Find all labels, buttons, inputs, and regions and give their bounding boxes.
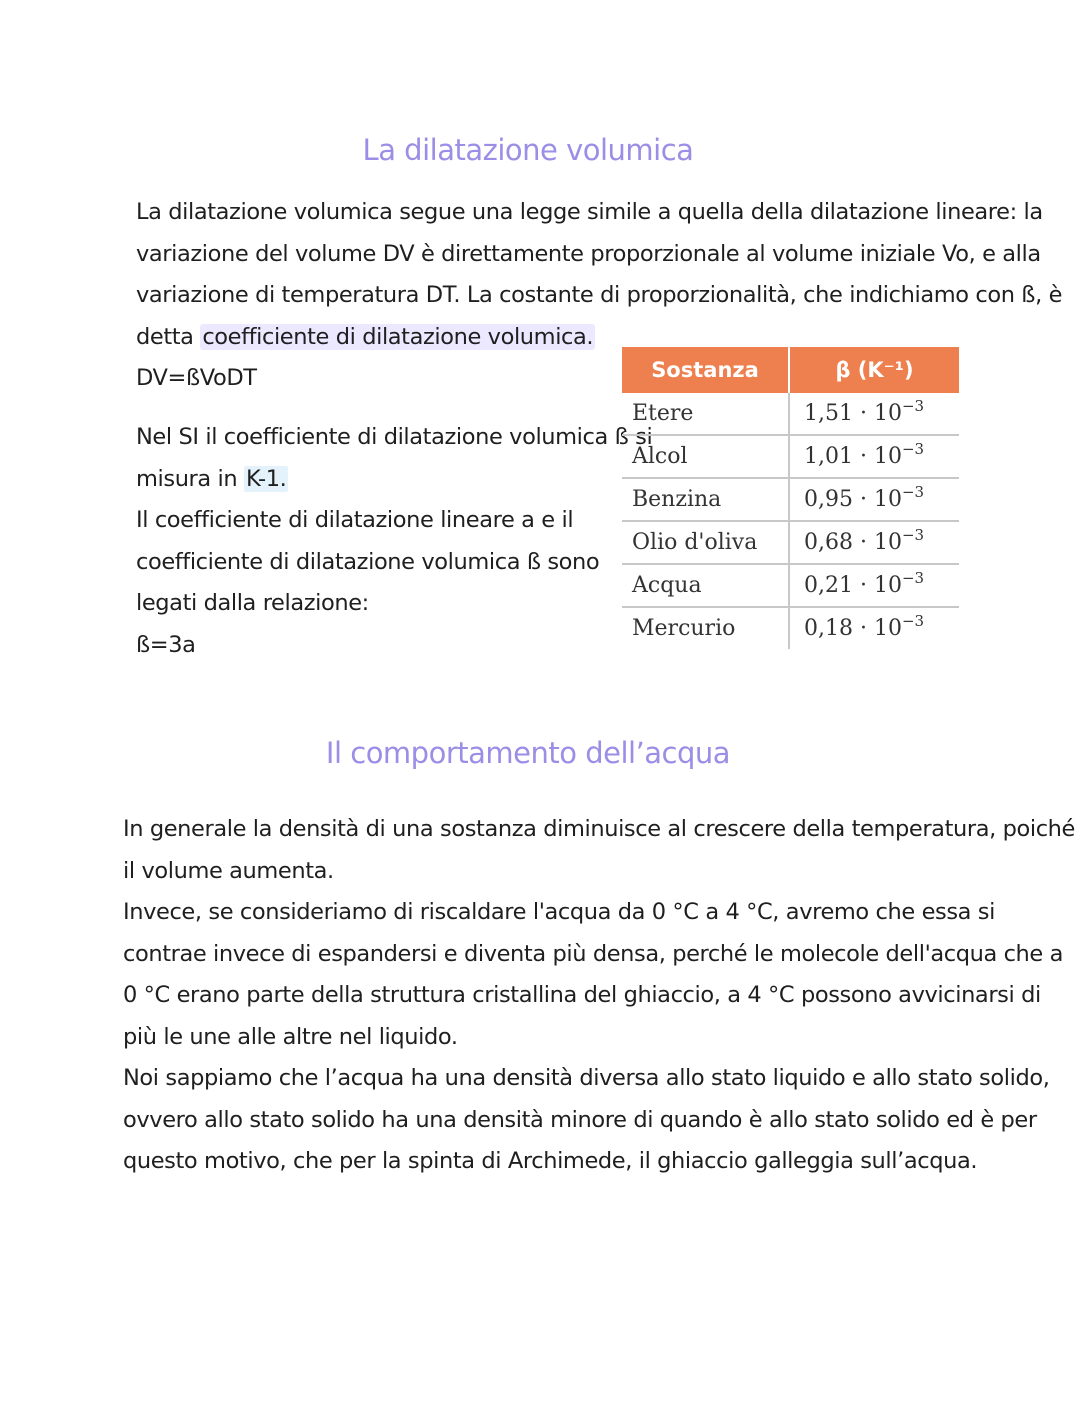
beta-value: $0,21 \cdot 10^{-3}$	[789, 564, 959, 607]
water-line: Invece, se consideriamo di riscaldare l'acqua da 0 °C a 4 °C, avremo che essa si	[123, 899, 995, 925]
formula-volume-expansion	[136, 358, 257, 400]
beta-value: $1,01 \cdot 10^{-3}$	[789, 435, 959, 478]
side-line: Nel SI il coefficiente di dilatazione volumica ß si	[136, 424, 653, 450]
water-line: ovvero allo stato solido ha una densità minore di quando è allo stato solido ed è per	[123, 1106, 1037, 1133]
section-title-volume-expansion: La dilatazione volumica	[362, 133, 694, 167]
intro-line: variazione del volume DV è direttamente proporzionale al volume iniziale Vo, e alla	[136, 240, 1041, 267]
intro-paragraph	[136, 192, 1063, 358]
formula-beta-relation: ß=3a	[136, 631, 196, 658]
highlighted-term: coefficiente di dilatazione volumica.	[202, 323, 594, 350]
substance-name: Acqua	[622, 564, 789, 607]
table-row	[622, 478, 959, 521]
table-row	[622, 607, 959, 649]
substance-name: Mercurio	[632, 616, 736, 641]
beta-value: $0,68 \cdot 10^{-3}$	[789, 521, 959, 564]
section-title-water-behavior: Il comportamento dell’acqua	[325, 736, 731, 770]
beta-value: $1,51 \cdot 10^{-3}$	[789, 393, 959, 435]
table-header-row	[622, 347, 959, 393]
coefficient-paragraph	[136, 417, 653, 666]
substance-name: Benzina	[622, 478, 789, 521]
side-line: legati dalla relazione:	[136, 590, 369, 616]
water-line: più le une alle altre nel liquido.	[123, 1023, 458, 1050]
water-line: Noi sappiamo che l’acqua ha una densità diversa allo stato liquido e allo stato solido,	[123, 1065, 1050, 1091]
header-beta: β (K⁻¹)	[789, 347, 959, 393]
side-line-prefix: misura in	[136, 465, 245, 492]
water-line: il volume aumenta.	[123, 857, 334, 884]
side-line: Il coefficiente di dilatazione lineare a e il	[136, 507, 574, 533]
side-line: coefficiente di dilatazione volumica ß sono	[136, 548, 600, 575]
beta-value: $0,18 \cdot 10^{-3}$	[789, 607, 959, 649]
substance-name: Alcol	[622, 435, 789, 478]
intro-last-prefix: detta	[136, 323, 201, 350]
side-line	[136, 459, 606, 501]
water-paragraph	[123, 809, 1075, 1183]
water-line: 0 °C erano parte della struttura cristallina del ghiaccio, a 4 °C possono avvicinarsi di	[123, 982, 1041, 1008]
water-line: contrae invece di espandersi e diventa più densa, perché le molecole dell'acqua che a	[123, 940, 1064, 967]
table-row	[622, 435, 959, 478]
table-row	[622, 393, 959, 435]
water-line: In generale la densità di una sostanza diminuisce al crescere della temperatura, poiché	[123, 816, 1075, 842]
intro-line: variazione di temperatura DT. La costante di proporzionalità, che indichiamo con ß, è	[136, 282, 1063, 308]
table-row	[622, 521, 959, 564]
substance-name: Olio d'oliva	[622, 521, 789, 564]
substance-name: Etere	[622, 393, 789, 435]
coefficient-table-grid	[622, 347, 959, 649]
header-substance: Sostanza	[622, 347, 789, 393]
formula-text: DV=ßVoDT	[136, 365, 257, 391]
beta-value: $0,95 \cdot 10^{-3}$	[789, 478, 959, 521]
coefficient-table	[622, 347, 959, 649]
intro-line: La dilatazione volumica segue una legge simile a quella della dilatazione lineare: la	[136, 199, 1043, 225]
water-line: questo motivo, che per la spinta di Archimede, il ghiaccio galleggia sull’acqua.	[123, 1148, 978, 1174]
unit-highlight: K-1.	[246, 465, 287, 492]
table-row	[622, 564, 959, 607]
